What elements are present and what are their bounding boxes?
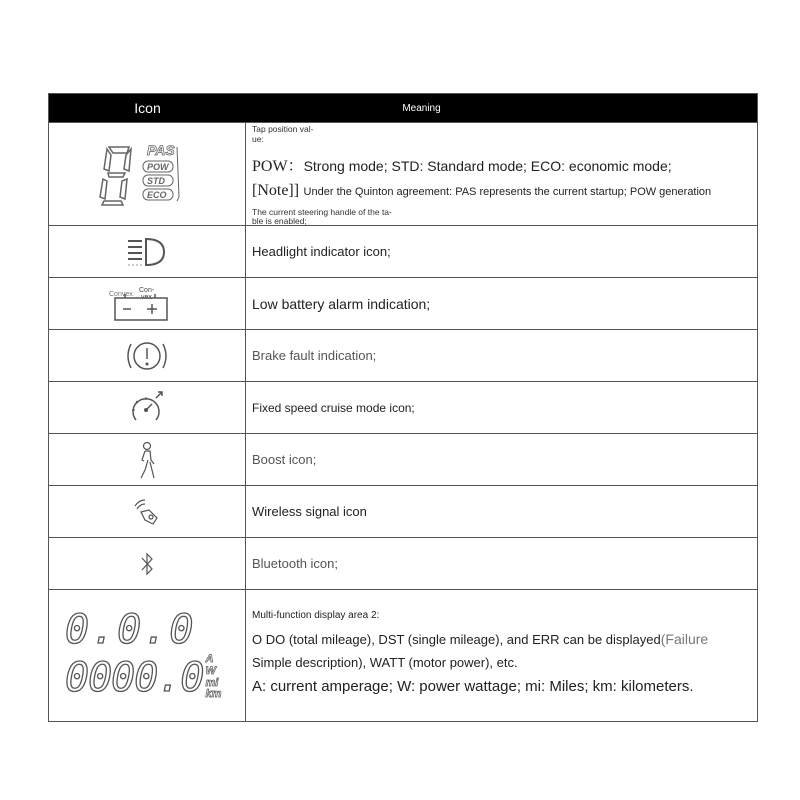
pas-gear-display-icon	[49, 123, 246, 225]
pas-line1b: ue:	[252, 133, 264, 144]
header-icon-column: Icon	[134, 100, 161, 116]
table-row-pas	[49, 122, 757, 225]
multi-line1: Multi-function display area 2:	[252, 610, 380, 621]
std-label: STD	[147, 176, 165, 186]
brake-text: Brake fault indication;	[252, 348, 377, 363]
bluetooth-icon	[49, 538, 246, 589]
pas-label: PAS	[147, 142, 175, 158]
pow-label: POW	[147, 162, 169, 172]
battery-icon	[49, 278, 246, 329]
battery-text: Low battery alarm indication;	[252, 295, 431, 312]
table-row-boost	[49, 433, 757, 485]
display-digits-top: 0.0.0	[65, 607, 196, 654]
multi-function-display-icon	[49, 590, 246, 721]
icon-meaning-table	[48, 93, 758, 722]
brake-warning-icon	[49, 330, 246, 381]
table-row-brake	[49, 329, 757, 381]
wireless-signal-icon	[49, 486, 246, 537]
display-digits-bottom: 0000.0	[65, 654, 204, 701]
table-row-bluetooth	[49, 537, 757, 589]
multi-line3: Simple description), WATT (motor power), etc.	[252, 655, 518, 670]
table-row-battery	[49, 277, 757, 329]
unit-mi: mi	[205, 676, 219, 689]
unit-km: km	[205, 688, 222, 701]
table-row-cruise	[49, 381, 757, 433]
table-header	[49, 94, 757, 122]
multi-line2: O DO (total mileage), DST (single mileage), and ERR can be displayed(Failure	[252, 631, 709, 647]
pas-description	[246, 123, 757, 225]
battery-label-left: Convex	[109, 290, 133, 298]
pas-line3: [Note]] Under the Quinton agreement: PAS represents the current startup; POW generation	[252, 181, 712, 199]
table-row-headlight	[49, 225, 757, 277]
pas-line2: POW：Strong mode; STD: Standard mode; ECO: economic mode;	[252, 157, 672, 175]
table-row-wireless	[49, 485, 757, 537]
boost-text: Boost icon;	[252, 452, 317, 467]
pas-line1: Tap position val-	[252, 124, 314, 134]
multi-line4: A: current amperage; W: power wattage; mi: Miles; km: kilometers.	[252, 678, 694, 695]
unit-a: A	[205, 653, 214, 666]
multi-description	[246, 590, 757, 721]
unit-w: W	[205, 664, 216, 677]
eco-label: ECO	[147, 190, 167, 200]
cruise-speedometer-icon	[49, 382, 246, 433]
table-row-multi-function	[49, 589, 757, 721]
battery-label-right: Con-	[139, 286, 155, 294]
pas-line4b: ble is enabled;	[252, 216, 307, 227]
display-units	[206, 654, 222, 700]
walking-person-icon	[49, 434, 246, 485]
cruise-text: Fixed speed cruise mode icon;	[252, 400, 415, 415]
header-meaning-column: Meaning	[402, 102, 441, 114]
wireless-text: Wireless signal icon	[252, 504, 367, 519]
battery-label-right2: vex	[141, 293, 152, 301]
pas-line4: The current steering handle of the ta-	[252, 206, 392, 217]
bluetooth-text: Bluetooth icon;	[252, 556, 339, 571]
headlight-icon	[49, 226, 246, 277]
headlight-text: Headlight indicator icon;	[252, 244, 391, 259]
